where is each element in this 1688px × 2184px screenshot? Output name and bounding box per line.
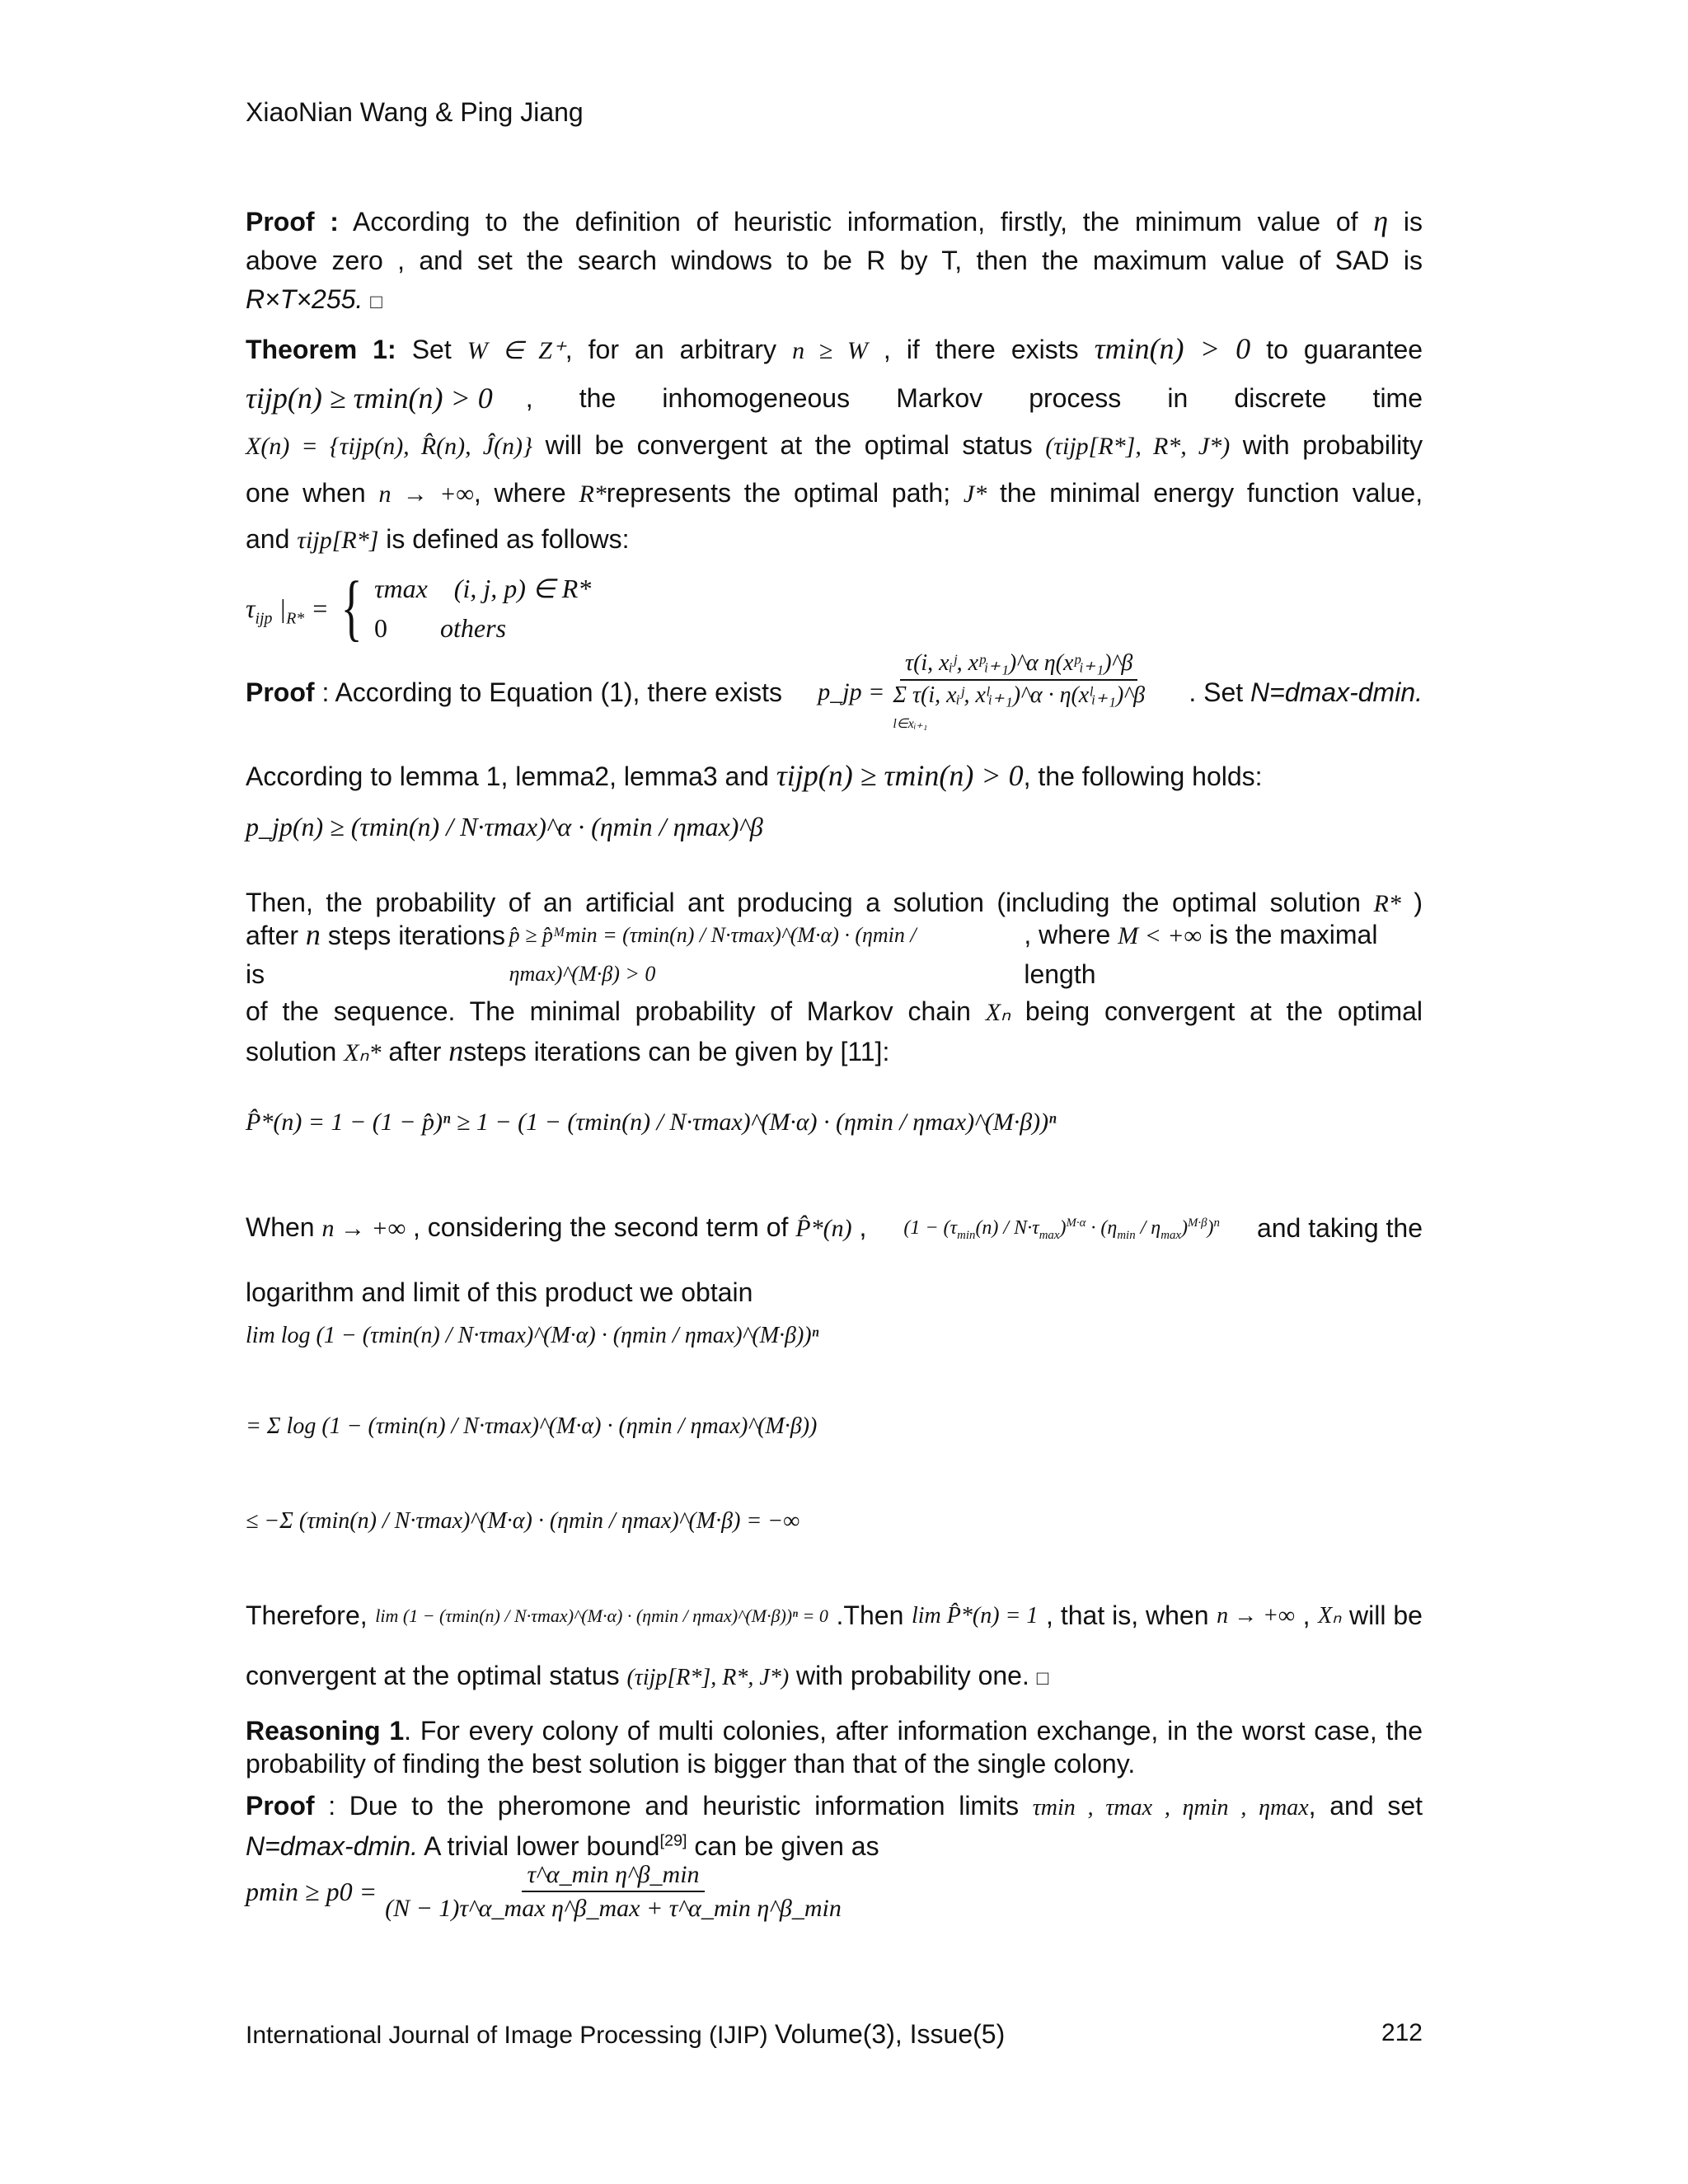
proof-1: Proof : According to the definition of heuristic information, firstly, the minimum value of η is above zero , and set the search windows to be R by T, then the maximum value of SAD is R×T×255. □ — [246, 204, 1423, 314]
equation-second-term: $(1 - (\tau_{min}(n) / N\cdot\tau_{max})^{M\cdot\alpha} \cdot (\eta_{min} / \eta_{max})^{M\cdot\beta})^n$ — [903, 1216, 1220, 1242]
pjp-fraction: τ(i, xᵢʲ, xᵖᵢ₊₁)^α η(xᵖᵢ₊₁)^β Σ τ(i, xᵢʲ, xˡᵢ₊₁)^α · η(xˡᵢ₊₁)^β l∈xᵢ₊₁ — [893, 650, 1146, 731]
theorem-1: Theorem 1: Set W ∈ Z⁺, for an arbitrary n ≥ W , if there exists τmin(n) > 0 to guarantee τijp(n) ≥ τmin(n) > 0 , the inhomogeneous Markov process in discrete time X(n) = {τijp(n), R̂(n), Ĵ(n)} will be convergent at the optimal status (τijp[R*], R*, J*) with probability one when n → +∞, where R*represents the optimal path; J* the minimal energy function value, and τijp[R*] is defined as follows: — [246, 332, 1423, 554]
equation-lim-p-star: lim P̂*(n) = 1 — [911, 1602, 1039, 1629]
proof-3: Proof : Due to the pheromone and heuristic information limits τmin , τmax , ηmin , ηmax, and set N=dmax-dmin. A trivial lower bound[29] can be given as — [246, 1791, 1423, 1861]
reasoning-1: Reasoning 1. For every colony of multi colonies, after information exchange, in the worst case, the probability of finding the best solution is bigger than that of the single colony. — [246, 1716, 1423, 1779]
equation-lim-log: lim log (1 − (τmin(n) / N·τmax)^(M·α) · (ηmin / ηmax)^(M·β))ⁿ — [246, 1323, 819, 1348]
proof-label: Proof : — [246, 207, 339, 237]
page-footer — [246, 2019, 1423, 2050]
equation-lim-zero: lim (1 − (τmin(n) / N·τmax)^(M·α) · (ηmin / ηmax)^(M·β))ⁿ = 0 — [375, 1605, 828, 1626]
equation-sum-log: = Σ log (1 − (τmin(n) / N·τmax)^(M·α) · (ηmin / ηmax)^(M·β)) — [246, 1413, 818, 1439]
theorem-label: Theorem 1: — [246, 335, 396, 364]
equation-pjp-bound: p_jp(n) ≥ (τmin(n) / N·τmax)^α · (ηmin / ηmax)^β — [246, 812, 763, 841]
journal-name: International Journal of Image Processing (IJIP) — [246, 2022, 768, 2049]
proof-2-lemmas: According to lemma 1, lemma2, lemma3 and τijp(n) ≥ τmin(n) > 0, the following holds: — [246, 759, 1263, 792]
proof-2-body: Then, the probability of an artificial ant producing a solution (including the optimal solution R* ) after n steps iterations is p̂ ≥ p̂ᴹmin = (τmin(n) / N·τmax)^(M·α) · (ηmin / ηmax)^(M·β) > 0 , where M < +∞ is the maximal length of the sequence. The minimal probability of Markov chain Xₙ being convergent at the optimal solution Xₙ* after nsteps iterations can be given by [11]: — [246, 888, 1423, 1067]
equation-p-star: P̂*(n) = 1 − (1 − p̂)ⁿ ≥ 1 − (1 − (τmin(n) / N·τmax)^(M·α) · (ηmin / ηmax)^(M·β))ⁿ — [246, 1108, 1057, 1136]
equation-p-min: pmin ≥ p0 = $\frac{\text{τ\textasciicircum{}α\_min η\textasciicircum{}β\_min}}{\text{(N − 1)τ\textasciicircum{}α\_max η\textasciicircum{}β\_max + τ\textasciicircum{}α\_min η\textasciicircum{}β\_min}}$ — [246, 1861, 842, 1922]
equation-neg-inf: ≤ −Σ (τmin(n) / N·τmax)^(M·α) · (ηmin / ηmax)^(M·β) = −∞ — [246, 1508, 800, 1534]
equation-tau-cases: $\tau_{ijp}$ $|_{R*}$ = { τmax (i, j, p) ∈ R* 0 others — [246, 567, 592, 649]
page-number: 212 — [1381, 2019, 1423, 2046]
proof-2-conclusion: Therefore, lim (1 − (τmin(n) / N·τmax)^(M·α) · (ηmin / ηmax)^(M·β))ⁿ = 0 .Then lim P̂*(n) = 1 , that is, when n → +∞ , Xₙ will be convergent at the optimal status (τijp[R*], R*, J*) with probability one. □ — [246, 1582, 1423, 1698]
equation-p-hat: p̂ ≥ p̂ᴹmin = (τmin(n) / N·τmax)^(M·α) · (ηmin / ηmax)^(M·β) > 0 — [509, 923, 917, 986]
proof-2-first-line: Proof : According to Equation (1), there exists p_jp = τ(i, xᵢʲ, xᵖᵢ₊₁)^α η(xᵖᵢ₊₁)^β Σ τ(i, xᵢʲ, xˡᵢ₊₁)^α · η(xˡᵢ₊₁)^β l∈xᵢ₊₁ . Set N=dmax-dmin. — [246, 651, 1423, 733]
volume-issue: Volume(3), Issue(5) — [775, 2019, 1006, 2049]
running-header: XiaoNian Wang & Ping Jiang — [246, 97, 584, 127]
proof-2-limit: When n → +∞ , considering the second term of P̂*(n) , $(1 - (\tau_{min}(n) / N\cdot\tau_{max})^{M\cdot\alpha} \cdot (\eta_{min} / \eta_{max})^{M\cdot\beta})^n$ and taking the logarithm and limit of this product we obtain — [246, 1199, 1423, 1312]
